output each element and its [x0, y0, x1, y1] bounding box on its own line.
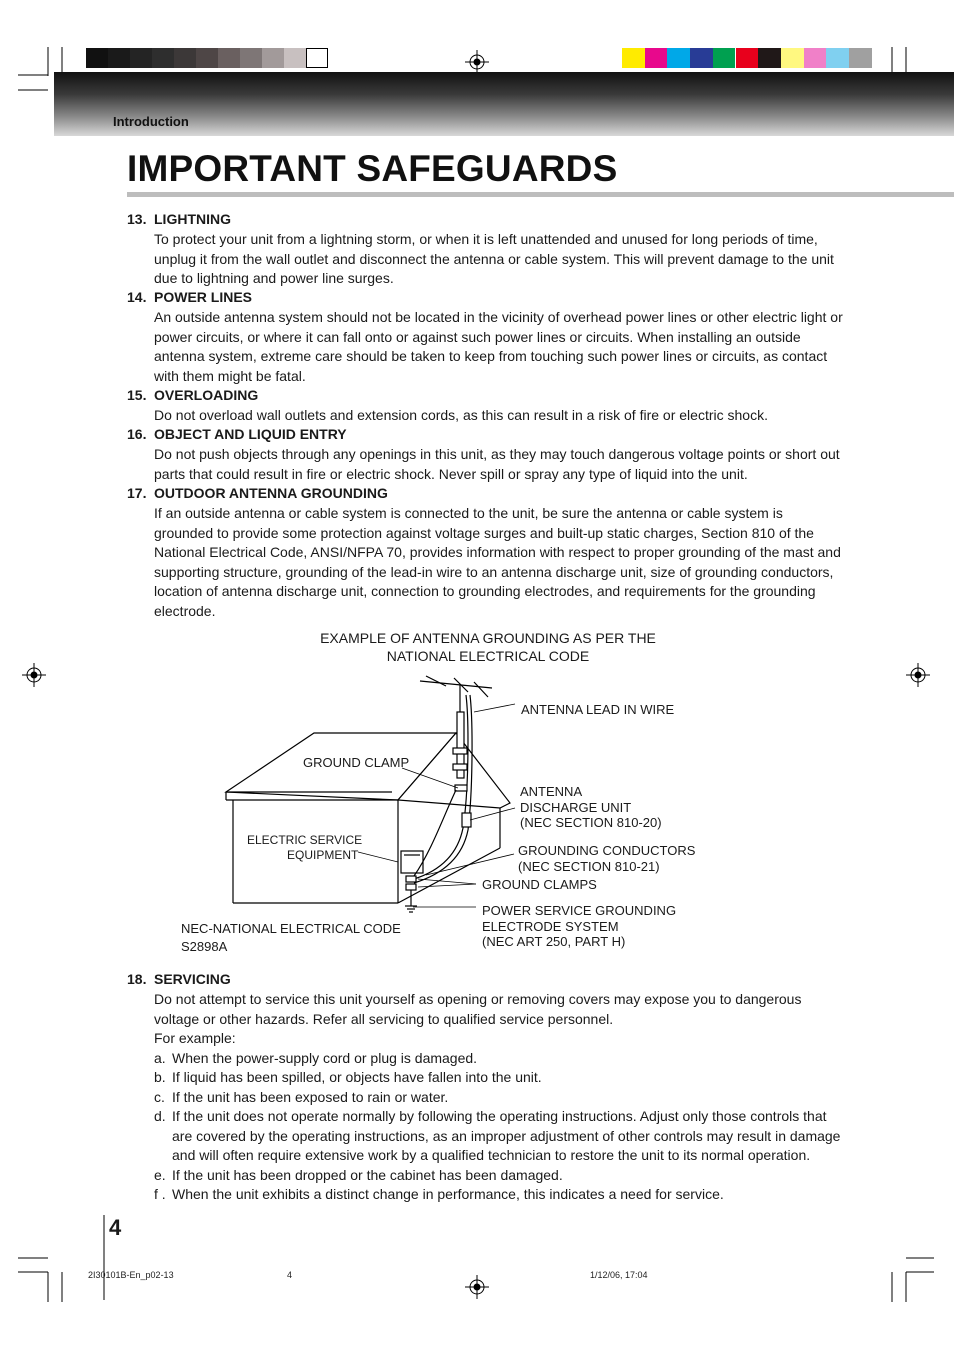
page-title: IMPORTANT SAFEGUARDS — [127, 148, 618, 189]
label-ground-clamp: GROUND CLAMP — [303, 755, 410, 770]
label-electric-service-line-2: EQUIPMENT — [287, 848, 359, 862]
list-item: f . When the unit exhibits a distinct change in performance, this indicates a need for service. — [154, 1186, 724, 1202]
label-discharge-unit-line-2: DISCHARGE UNIT — [520, 800, 632, 815]
label-ground-clamps: GROUND CLAMPS — [482, 877, 597, 892]
item-body-servicing: Do not attempt to service this unit yourself as opening or removing covers may expose you to dangerous voltage or other hazards. Refer all servicing to qualified service personnel. — [154, 991, 802, 1027]
item-heading-servicing: 18. SERVICING — [127, 971, 231, 987]
page-number: 4 — [109, 1215, 122, 1240]
label-electrode-line-2: ELECTRODE SYSTEM — [482, 919, 619, 934]
item-heading-antenna-grounding: 17. OUTDOOR ANTENNA GROUNDING — [127, 485, 388, 501]
item-heading-object-liquid-entry: 16. OBJECT AND LIQUID ENTRY — [127, 426, 347, 442]
label-electrode-line-3: (NEC ART 250, PART H) — [482, 934, 626, 949]
item-body-object-liquid-entry: Do not push objects through any openings in this unit, as they may touch dangerous voltage points or short out parts that could result in fire or electric shock. Never spill or spray any type of liquid into the unit. — [154, 446, 840, 482]
item-heading-lightning: 13. LIGHTNING — [127, 211, 231, 227]
label-grounding-conductors-line-1: GROUNDING CONDUCTORS — [518, 843, 696, 858]
item-body-lightning: To protect your unit from a lightning storm, or when it is left unattended and unused for long periods of time, unplug it from the wall outlet and disconnect the antenna or cable system. This will prevent damage to the unit due to lightning and power line surges. — [154, 231, 834, 287]
label-electric-service-line-1: ELECTRIC SERVICE — [247, 833, 363, 847]
label-electrode-line-1: POWER SERVICE GROUNDING — [482, 903, 677, 918]
list-item: c. If the unit has been exposed to rain or water. — [154, 1089, 449, 1105]
list-item: a. When the power-supply cord or plug is damaged. — [154, 1050, 478, 1066]
item-body-power-lines: An outside antenna system should not be located in the vicinity of overhead power lines or other electric light or power circuits, or where it can fall onto or against such power lines or circuits. When installing an outside antenna system, extreme care should be taken to keep from touching such power lines or circuits, as contact with them might be fatal. — [154, 309, 843, 384]
item-body-antenna-grounding: If an outside antenna or cable system is connected to the unit, be sure the antenna or cable system is grounded to provide some protection against voltage surges and built-up static charges, Section 810 of the National Electrical Code, ANSI/NFPA 70, provides information with respect to proper grounding of the mast and supporting structure, grounding of the lead-in wire to an antenna discharge unit, size of grounding conductors, location of antenna discharge unit, connection to grounding electrodes, and requirements for the grounding electrode. — [154, 505, 841, 619]
list-item: b. If liquid has been spilled, or objects have fallen into the unit. — [154, 1069, 542, 1085]
label-figure-code: S2898A — [181, 939, 228, 954]
item-heading-overloading: 15. OVERLOADING — [127, 387, 259, 403]
label-nec: NEC-NATIONAL ELECTRICAL CODE — [181, 921, 401, 936]
footer-timestamp: 1/12/06, 17:04 — [590, 1270, 648, 1280]
list-item: e. If the unit has been dropped or the cabinet has been damaged. — [154, 1167, 563, 1183]
diagram-caption-line-1: EXAMPLE OF ANTENNA GROUNDING AS PER THE — [320, 630, 656, 646]
label-grounding-conductors-line-2: (NEC SECTION 810-21) — [518, 859, 660, 874]
list-item: d. If the unit does not operate normally by following the operating instructions. Adjust only those controls that are covered by the operating instructions, as an improper adjustment of other controls may result in damage and will often require extensive work by a qualified technician to restore the unit to its normal operation. — [154, 1108, 841, 1164]
mast-clamp — [453, 748, 467, 754]
service-equipment-box — [401, 851, 423, 873]
antenna-element — [420, 681, 492, 688]
discharge-unit — [462, 813, 471, 827]
label-antenna-lead-in-wire: ANTENNA LEAD IN WIRE — [521, 702, 675, 717]
footer-file-name: 2I30101B-En_p02-13 — [88, 1270, 174, 1280]
item-body-overloading: Do not overload wall outlets and extension cords, as this can result in a risk of fire or electric shock. — [154, 407, 768, 423]
servicing-intro: For example: — [154, 1030, 236, 1046]
label-discharge-unit-line-3: (NEC SECTION 810-20) — [520, 815, 662, 830]
label-discharge-unit-line-1: ANTENNA — [520, 784, 583, 799]
footer-page: 4 — [287, 1270, 293, 1280]
section-label: Introduction — [113, 114, 189, 129]
item-heading-power-lines: 14. POWER LINES — [127, 289, 253, 305]
diagram-caption-line-2: NATIONAL ELECTRICAL CODE — [386, 648, 590, 664]
